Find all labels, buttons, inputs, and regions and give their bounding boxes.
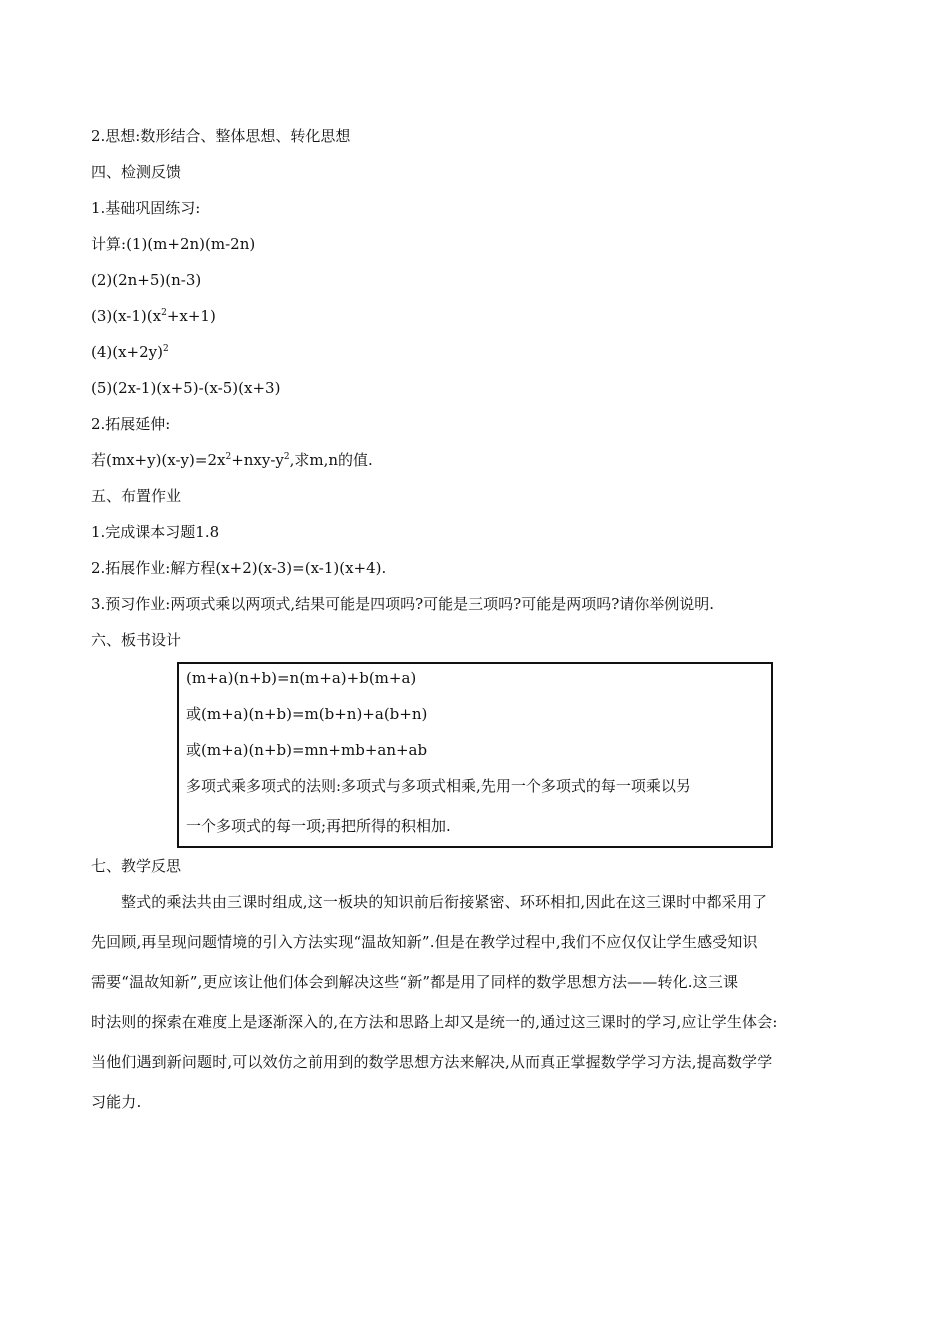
board-line-1: (m+a)(n+b)=n(m+a)+b(m+a) <box>186 669 417 687</box>
extend-a: 若(mx+y)(x-y)=2x <box>91 451 226 469</box>
extend-b: +nxy-y <box>231 451 284 469</box>
exercise-3-b: +x+1) <box>166 307 216 325</box>
calc-prefix: 计算: <box>91 235 127 253</box>
reflection-line-5: 当他们遇到新问题时,可以效仿之前用到的数学思想方法来解决,从而真正掌握数学学习方法,提高数学学 <box>91 1053 773 1071</box>
board-line-5: 一个多项式的每一项;再把所得的积相加. <box>186 817 451 835</box>
board-design-box <box>177 662 773 848</box>
exercise-5: (5)(2x-1)(x+5)-(x-5)(x+3) <box>91 379 281 397</box>
exercise-4 <box>91 342 169 362</box>
reflection-line-1: 整式的乘法共由三课时组成,这一板块的知识前后衔接紧密、环环相扣,因此在这三课时中都采用了 <box>121 893 768 911</box>
reflection-line-2: 先回顾,再呈现问题情境的引入方法实现“温故知新”.但是在教学过程中,我们不应仅仅让学生感受知识 <box>91 933 758 951</box>
section-heading-5: 五、布置作业 <box>91 487 182 505</box>
board-line-3: 或(m+a)(n+b)=mn+mb+an+ab <box>186 741 428 759</box>
exercise-3-sup: 2 <box>161 308 167 318</box>
section-heading-6: 六、板书设计 <box>91 631 182 649</box>
exercise-3-a: (3)(x-1)(x <box>91 307 162 325</box>
extend-sup-1: 2 <box>225 452 232 462</box>
board-line-4: 多项式乘多项式的法则:多项式与多项式相乘,先用一个多项式的每一项乘以另 <box>186 777 691 795</box>
reflection-line-6: 习能力. <box>91 1093 142 1111</box>
reflection-line-3: 需要“温故知新”,更应该让他们体会到解决这些“新”都是用了同样的数学思想方法——转化.这三课 <box>91 973 739 991</box>
homework-1: 1.完成课本习题1.8 <box>91 523 220 541</box>
thought-line: 2.思想:数形结合、整体思想、转化思想 <box>91 127 351 145</box>
extend-problem <box>91 450 373 470</box>
extend-sup-2: 2 <box>283 452 290 462</box>
section-heading-7: 七、教学反思 <box>91 857 182 875</box>
exercise-1-text: (1)(m+2n)(m-2n) <box>126 235 256 253</box>
extend-heading: 2.拓展延伸: <box>91 415 171 433</box>
exercise-3 <box>91 306 216 326</box>
basic-practice-heading: 1.基础巩固练习: <box>91 199 201 217</box>
board-line-2: 或(m+a)(n+b)=m(b+n)+a(b+n) <box>186 705 428 723</box>
exercise-1 <box>91 234 255 254</box>
homework-3: 3.预习作业:两项式乘以两项式,结果可能是四项吗?可能是三项吗?可能是两项吗?请你举例说明. <box>91 595 715 613</box>
exercise-4-sup: 2 <box>163 344 169 354</box>
exercise-2: (2)(2n+5)(n-3) <box>91 271 202 289</box>
section-heading-4: 四、检测反馈 <box>91 163 182 181</box>
extend-c: ,求m,n的值. <box>289 451 373 469</box>
reflection-line-4: 时法则的探索在难度上是逐渐深入的,在方法和思路上却又是统一的,通过这三课时的学习,应让学生体会: <box>91 1013 778 1031</box>
homework-2: 2.拓展作业:解方程(x+2)(x-3)=(x-1)(x+4). <box>91 559 387 577</box>
exercise-4-a: (4)(x+2y) <box>91 343 163 361</box>
